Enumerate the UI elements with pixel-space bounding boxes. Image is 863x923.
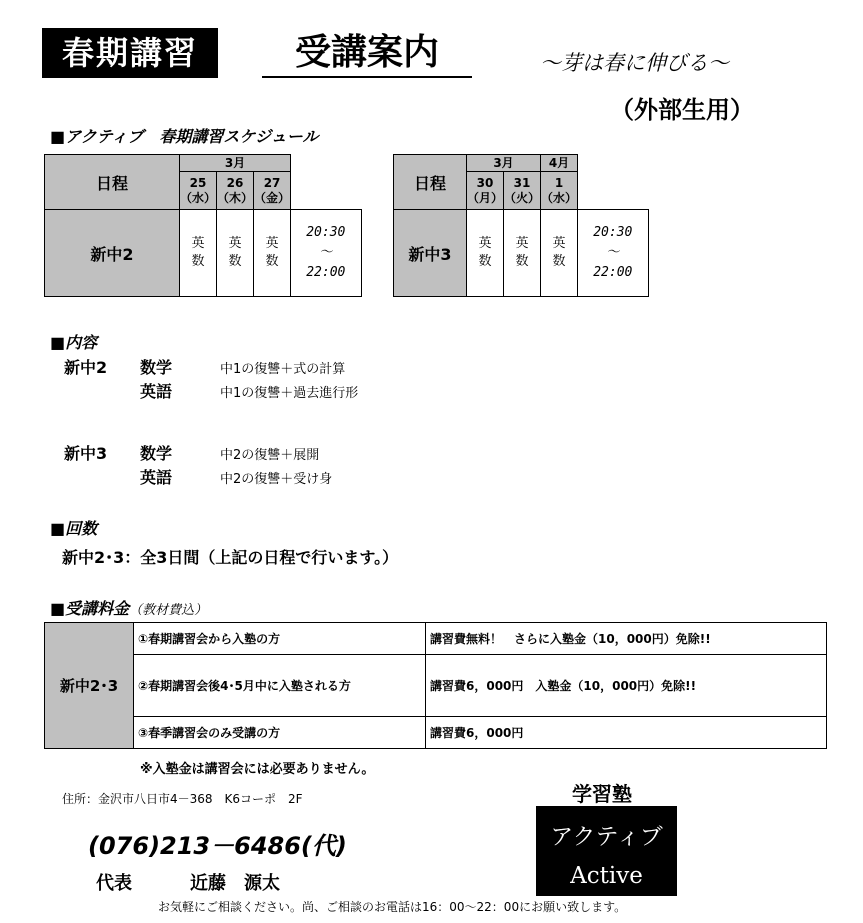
content-subject: 数学 bbox=[140, 358, 173, 377]
schedule-table-grade2 bbox=[44, 154, 362, 297]
school-label: 学習塾 bbox=[572, 782, 632, 806]
grade-label: 新中3 bbox=[394, 210, 467, 297]
month-label: 3月 bbox=[467, 155, 541, 172]
sessions-heading: ■回数 bbox=[50, 519, 98, 538]
content-subject: 数学 bbox=[140, 444, 173, 463]
subject-cell: 英 数 bbox=[504, 210, 541, 297]
time-cell: 20:30 ～ 22:00 bbox=[291, 210, 362, 297]
time-cell: 20:30 ～ 22:00 bbox=[578, 210, 649, 297]
page-title: 受講案内 bbox=[262, 30, 472, 78]
subject-cell: 英 数 bbox=[541, 210, 578, 297]
phone-number: (076)213－6486(代) bbox=[88, 832, 347, 860]
fee-table bbox=[44, 622, 827, 749]
address: 住所：金沢市八日市4－368 K6コーポ 2F bbox=[62, 792, 303, 806]
fees-heading: ■受講料金 bbox=[50, 599, 130, 618]
schedule-label: 日程 bbox=[45, 155, 180, 210]
schedule-table-grade3 bbox=[393, 154, 649, 297]
sessions-text: 新中2･3：全3日間（上記の日程で行います。） bbox=[62, 548, 399, 567]
fee-condition: ②春期講習会後4･5月中に入塾される方 bbox=[134, 655, 426, 717]
subject-cell: 英 数 bbox=[180, 210, 217, 297]
month-label: 4月 bbox=[541, 155, 578, 172]
date-cell: 30 （月） bbox=[467, 172, 504, 210]
content-text: 中2の復讐＋展開 bbox=[220, 448, 320, 463]
fees-heading-wrap bbox=[50, 596, 207, 619]
fee-amount: 講習費無料！ さらに入塾金（10，000円）免除!! bbox=[426, 623, 827, 655]
fee-note: ※入塾金は講習会には必要ありません。 bbox=[140, 762, 375, 777]
date-cell: 26 （木） bbox=[217, 172, 254, 210]
subject-cell: 英 数 bbox=[467, 210, 504, 297]
content-text: 中1の復讐＋過去進行形 bbox=[220, 386, 359, 401]
content-grade: 新中2 bbox=[64, 358, 108, 377]
schedule-label: 日程 bbox=[394, 155, 467, 210]
content-subject: 英語 bbox=[140, 382, 173, 401]
school-logo bbox=[536, 806, 677, 896]
month-label: 3月 bbox=[180, 155, 291, 172]
content-text: 中1の復讐＋式の計算 bbox=[220, 362, 346, 377]
subject-cell: 英 数 bbox=[217, 210, 254, 297]
badge-spring-course: 春期講習 bbox=[42, 28, 218, 78]
audience-label: （外部生用） bbox=[610, 96, 754, 124]
subject-cell: 英 数 bbox=[254, 210, 291, 297]
content-subject: 英語 bbox=[140, 468, 173, 487]
subtitle: ～芽は春に伸びる～ bbox=[540, 51, 729, 75]
content-grade: 新中3 bbox=[64, 444, 108, 463]
date-cell: 1 （水） bbox=[541, 172, 578, 210]
grade-label: 新中2 bbox=[45, 210, 180, 297]
fee-amount: 講習費6，000円 bbox=[426, 717, 827, 749]
date-cell: 27 （金） bbox=[254, 172, 291, 210]
representative-name: 近藤 源太 bbox=[190, 873, 280, 894]
logo-text-jp: アクティブ bbox=[550, 824, 663, 850]
content-text: 中2の復讐＋受け身 bbox=[220, 472, 333, 487]
contact-note: お気軽にご相談ください。尚、ご相談のお電話は16：00～22：00にお願い致します。 bbox=[158, 900, 627, 914]
schedule-heading: ■アクティブ 春期講習スケジュール bbox=[50, 127, 319, 146]
fees-heading-note: （教材費込） bbox=[129, 603, 208, 618]
content-heading: ■内容 bbox=[50, 333, 98, 352]
logo-text-en: Active bbox=[570, 863, 643, 889]
fee-amount: 講習費6，000円 入塾金（10，000円）免除!! bbox=[426, 655, 827, 717]
fee-grade: 新中2･3 bbox=[45, 623, 134, 749]
representative-label: 代表 bbox=[96, 873, 132, 894]
date-cell: 25 （水） bbox=[180, 172, 217, 210]
date-cell: 31 （火） bbox=[504, 172, 541, 210]
fee-condition: ③春季講習会のみ受講の方 bbox=[134, 717, 426, 749]
fee-condition: ①春期講習会から入塾の方 bbox=[134, 623, 426, 655]
